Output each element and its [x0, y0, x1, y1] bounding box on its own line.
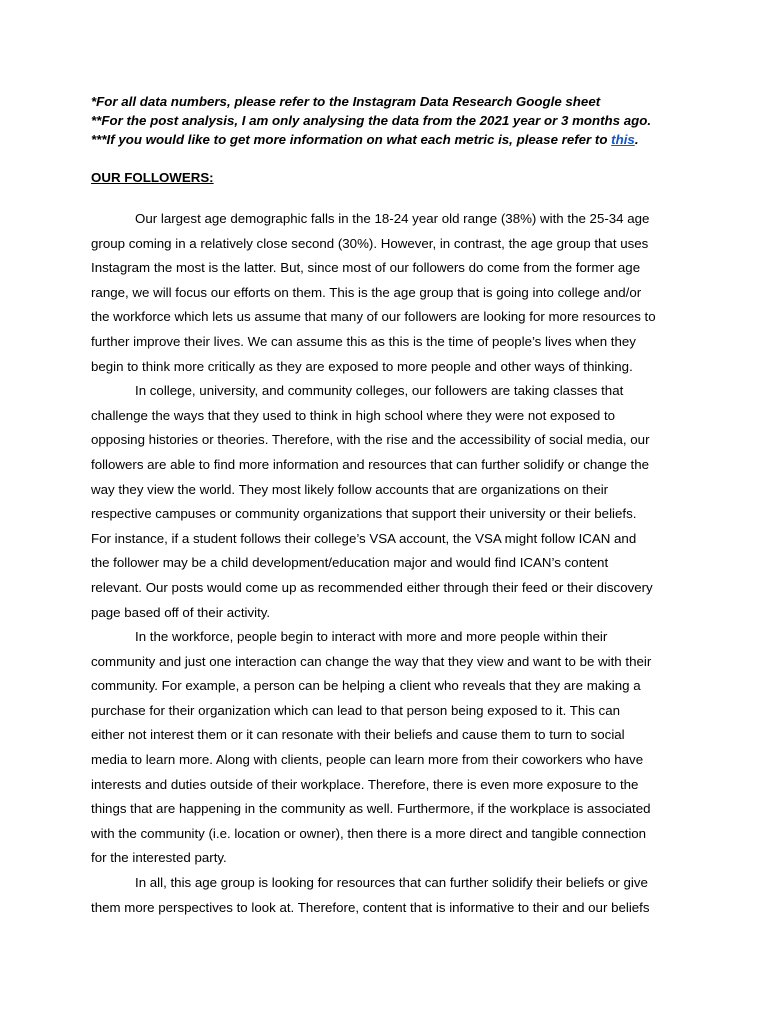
text-line: followers are able to find more information and resources that can further solidify or change the	[91, 456, 650, 472]
text-line: the workforce which lets us assume that many of our followers are looking for more resources to	[91, 309, 656, 325]
note-metric-period: .	[634, 132, 639, 147]
note-metric-reference	[91, 130, 691, 149]
text-line: challenge the ways that they used to think in high school where they were not exposed to	[91, 407, 616, 423]
text-line: with the community (i.e. location or owner), then there is a more direct and tangible connection	[91, 825, 647, 841]
text-line: group coming in a relatively close second (30%). However, in contrast, the age group that uses	[91, 235, 649, 251]
text-line: for the interested party.	[91, 850, 227, 866]
text-line: things that are happening in the community as well. Furthermore, if the workplace is associated	[91, 801, 651, 817]
section-heading: OUR FOLLOWERS:	[91, 170, 214, 185]
text-line: the follower may be a child development/education major and would find ICAN’s content	[91, 555, 609, 571]
this-link[interactable]: this	[611, 132, 635, 147]
text-line: opposing histories or theories. Therefore, with the rise and the accessibility of social media, our	[91, 432, 650, 448]
note-metric-text: ***If you would like to get more information on what each metric is, please refer to	[91, 132, 612, 147]
text-line: them more perspectives to look at. Therefore, content that is informative to their and our beliefs	[91, 899, 650, 915]
text-line: purchase for their organization which can lead to that person being exposed to it. This can	[91, 702, 620, 718]
text-line: In college, university, and community colleges, our followers are taking classes that	[135, 383, 624, 399]
text-line: respective campuses or community organizations that support their university or their beliefs.	[91, 506, 637, 522]
text-line: interests and duties outside of their workplace. Therefore, there is even more exposure to the	[91, 776, 639, 792]
text-line: relevant. Our posts would come up as recommended either through their feed or their discovery	[91, 579, 653, 595]
text-line: For instance, if a student follows their college’s VSA account, the VSA might follow ICAN and	[91, 530, 637, 546]
text-line: either not interest them or it can resonate with their beliefs and cause them to turn to social	[91, 727, 625, 743]
text-line: Instagram the most is the latter. But, since most of our followers do come from the former age	[91, 260, 641, 276]
paragraph-age-demographic	[91, 207, 677, 379]
text-line: Our largest age demographic falls in the 18-24 year old range (38%) with the 25-34 age	[135, 211, 650, 226]
text-line: media to learn more. Along with clients, people can learn more from their coworkers who have	[91, 752, 644, 768]
text-line: way they view the world. They most likely follow accounts that are organizations on their	[91, 481, 609, 497]
paragraph-workforce	[91, 625, 677, 871]
text-line: community and just one interaction can change the way that they view and want to be with their	[91, 653, 652, 669]
text-line: In all, this age group is looking for resources that can further solidify their beliefs or give	[135, 875, 648, 891]
text-line: page based off of their activity.	[91, 604, 271, 620]
note-post-analysis: **For the post analysis, I am only analysing the data from the 2021 year or 3 months ago.	[91, 113, 652, 128]
notes-block	[91, 92, 691, 149]
text-line: In the workforce, people begin to interact with more and more people within their	[135, 629, 608, 645]
paragraph-conclusion	[91, 871, 677, 920]
body-text	[91, 207, 677, 920]
text-line: begin to think more critically as they are exposed to more people and other ways of thinking.	[91, 358, 633, 374]
note-data-reference: *For all data numbers, please refer to the Instagram Data Research Google sheet	[91, 94, 601, 109]
text-line: community. For example, a person can be helping a client who reveals that they are making a	[91, 678, 641, 694]
text-line: further improve their lives. We can assume this as this is the time of people’s lives when they	[91, 333, 636, 349]
paragraph-college	[91, 379, 677, 625]
text-line: range, we will focus our efforts on them. This is the age group that is going into college and/or	[91, 284, 642, 300]
